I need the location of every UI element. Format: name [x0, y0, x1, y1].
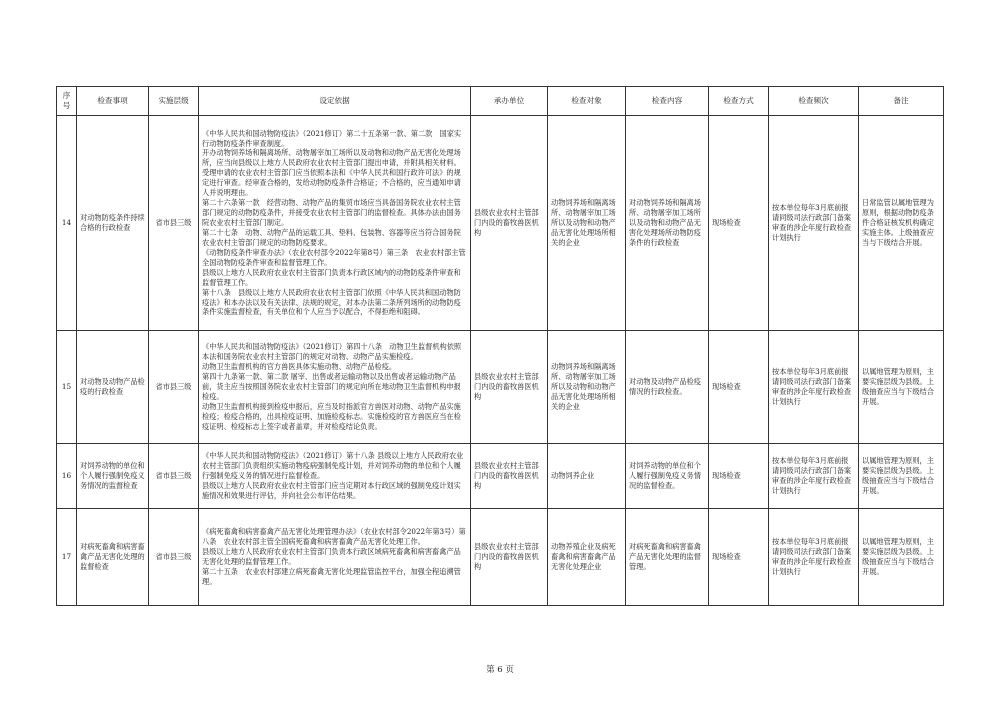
- header-content: 检查内容: [626, 87, 709, 116]
- row-no: 17: [57, 509, 77, 606]
- header-item: 检查事项: [77, 87, 149, 116]
- basis-paragraph: 《病死畜禽和病害畜禽产品无害化处理管理办法》（农业农村部令2022年第3号）第八条 农业农村部主管全国病死畜禽和病害畜禽产品无害化处理工作。: [202, 527, 466, 547]
- row-object: 动物饲养企业: [548, 444, 626, 509]
- row-item: 对病死畜禽和病害畜禽产品无害化处理的监督检查: [77, 509, 149, 606]
- header-level: 实施层级: [149, 87, 199, 116]
- row-object: 动物养殖企业及病死畜禽和病害畜禽产品无害化处理企业: [548, 509, 626, 606]
- header-method: 检查方式: [709, 87, 769, 116]
- row-basis: [199, 116, 471, 331]
- row-content: 对动物饲养场和隔离场所、动物屠宰加工场所以及动物和动物产品无害化处理场所动物防疫条件的行政检查: [626, 116, 709, 331]
- row-content: 对病死畜禽和病害畜禽产品无害化处理的监督管理。: [626, 509, 709, 606]
- basis-paragraph: 动物卫生监督机构接到检疫申报后，应当及时指派官方兽医对动物、动物产品实施检疫；检疫合格的，出具检疫证明、加施检疫标志。实施检疫的官方兽医应当在检疫证明、检疫标志上签字或者盖章，并对检疫结论负责。: [202, 401, 461, 431]
- row-basis: [199, 331, 471, 444]
- row-frequency: 按本单位每年3月底前报请同级司法行政部门备案审查的涉企年度行政检查计划执行: [769, 116, 859, 331]
- basis-paragraph: 第二十六条第一款 经营动物、动物产品的集贸市场应当具备国务院农业农村主管部门规定的动物防疫条件，并接受农业农村主管部门的监督检查。具体办法由国务院农业农村主管部门制定。: [202, 198, 461, 228]
- basis-paragraph: 第四十九条第一款、第二款 屠宰、出售或者运输动物以及出售或者运输动物产品前，货主应当按照国务院农业农村主管部门的规定向所在地动物卫生监督机构申报检疫。: [202, 372, 461, 401]
- header-unit: 承办单位: [471, 87, 548, 116]
- row-method: 现场检查: [709, 509, 769, 606]
- basis-paragraph: 第二十七条 动物、动物产品的运载工具、垫料、包装物、容器等应当符合国务院农业农村主管部门规定的动物防疫要求。: [202, 227, 461, 247]
- row-no: 14: [57, 116, 77, 331]
- basis-paragraph: 第十八条 县级以上地方人民政府农业农村主管部门依照《中华人民共和国动物防疫法》和本办法以及有关法律、法规的规定，对本办法第二条所列场所的动物防疫条件实施监督检查，有关单位和个人应当予以配合，不得拒绝和阻碍。: [202, 287, 461, 317]
- row-frequency: 按本单位每年3月底前报请同级司法行政部门备案审查的涉企年度行政检查计划执行: [769, 331, 859, 444]
- table-row: [57, 509, 944, 606]
- table-row: [57, 331, 944, 444]
- row-basis: [199, 444, 471, 509]
- row-basis: [199, 509, 471, 606]
- row-level: 省市县三级: [149, 444, 199, 509]
- page-number: 第 6 页: [486, 665, 514, 675]
- row-unit: 县级农业农村主管部门内设的畜牧兽医机构: [471, 444, 548, 509]
- row-remark: 以属地管理为原则，主要实施层级为县级。上级抽查应当与下级结合开展。: [859, 509, 944, 606]
- basis-paragraph: 县级以上地方人民政府农业农村主管部门负责本行政区域病死畜禽和病害畜禽产品无害化处理的监督管理工作。: [202, 547, 461, 566]
- row-content: 对动物及动物产品检疫情况的行政检查。: [626, 331, 709, 444]
- row-no: 16: [57, 444, 77, 509]
- basis-paragraph: 《中华人民共和国动物防疫法》（2021修订）第四十八条 动物卫生监督机构依照本法和国务院农业农村主管部门的规定对动物、动物产品实施检疫。: [202, 342, 462, 362]
- header-remark: 备注: [859, 87, 944, 116]
- row-content: 对饲养动物的单位和个人履行强制免疫义务情况的监督检查。: [626, 444, 709, 509]
- row-frequency: 按本单位每年3月底前报请同级司法行政部门备案审查的涉企年度行政检查计划执行: [769, 444, 859, 509]
- row-level: 省市县三级: [149, 331, 199, 444]
- row-object: 动物饲养场和隔离场所、动物屠宰加工场所以及动物和动物产品无害化处理场所相关的企业: [548, 331, 626, 444]
- table-row: [57, 444, 944, 509]
- row-no: 15: [57, 331, 77, 444]
- basis-paragraph: 县级以上地方人民政府农业农村主管部门负责本行政区域内的动物防疫条件审查和监督管理工作。: [202, 267, 461, 287]
- basis-paragraph: 县级以上地方人民政府农业农村主管部门应当定期对本行政区域的强制免疫计划实施情况和效果进行评估，并向社会公布评估结果。: [202, 480, 461, 500]
- row-remark: 日常监管以属地管理为原则，根据动物防疫条件合格证核发机构确定实施主体。上级抽查应当与下级结合开展。: [859, 116, 944, 331]
- header-object: 检查对象: [548, 87, 626, 116]
- row-method: 现场检查: [709, 444, 769, 509]
- row-method: 现场检查: [709, 331, 769, 444]
- basis-paragraph: 第二十五条 农业农村部建立病死畜禽无害化处理监管监控平台，加强全程追溯管理。: [202, 566, 461, 586]
- table-header-row: [57, 87, 944, 116]
- row-unit: 县级农业农村主管部门内设的畜牧兽医机构: [471, 331, 548, 444]
- row-frequency: 按本单位每年3月底前报请同级司法行政部门备案审查的涉企年度行政检查计划执行: [769, 509, 859, 606]
- row-method: 现场检查: [709, 116, 769, 331]
- table-row: [57, 116, 944, 331]
- row-level: 省市县三级: [149, 116, 199, 331]
- basis-paragraph: 开办动物饲养场和隔离场所、动物屠宰加工场所以及动物和动物产品无害化处理场所，应当向县级以上地方人民政府农业农村主管部门提出申请，并附具相关材料。受理申请的农业农村主管部门应当依照本法和《中华人民共和国行政许可法》的规定进行审查。经审查合格的，发给动物防疫条件合格证；不合格的，应当通知申请人并说明理由。: [202, 148, 461, 198]
- row-level: 省市县三级: [149, 509, 199, 606]
- row-remark: 以属地管理为原则，主要实施层级为县级。上级抽查应当与下级结合开展。: [859, 331, 944, 444]
- row-item: 对动物防疫条件持续合格的行政检查: [77, 116, 149, 331]
- row-item: 对动物及动物产品检疫的行政检查: [77, 331, 149, 444]
- basis-paragraph: 《动物防疫条件审查办法》（农业农村部令2022年第8号）第三条 农业农村部主管全国动物防疫条件审查和监督管理工作。: [202, 247, 466, 267]
- row-unit: 县级农业农村主管部门内设的畜牧兽医机构: [471, 509, 548, 606]
- row-item: 对饲养动物的单位和个人履行强制免疫义务情况的监督检查: [77, 444, 149, 509]
- inspection-table: [56, 86, 944, 606]
- row-object: 动物饲养场和隔离场所、动物屠宰加工场所以及动物和动物产品无害化处理场所相关的企业: [548, 116, 626, 331]
- header-no: 序号: [57, 87, 77, 116]
- basis-paragraph: 《中华人民共和国动物防疫法》（2021修订）第二十五条第一款、第二款 国家实行动物防疫条件审查制度。: [202, 128, 462, 148]
- header-frequency: 检查频次: [769, 87, 859, 116]
- basis-paragraph: 动物卫生监督机构的官方兽医具体实施动物、动物产品检疫。: [202, 362, 397, 372]
- basis-paragraph: 《中华人民共和国动物防疫法》（2021修订）第十八条 县级以上地方人民政府农业农村主管部门负责组织实施动物疫病强制免疫计划，并对饲养动物的单位和个人履行强制免疫义务的情况进行监督检查。: [202, 451, 464, 481]
- header-basis: 设定依据: [199, 87, 471, 116]
- row-remark: 以属地管理为原则，主要实施层级为县级。上级抽查应当与下级结合开展。: [859, 444, 944, 509]
- row-unit: 县级农业农村主管部门内设的畜牧兽医机构: [471, 116, 548, 331]
